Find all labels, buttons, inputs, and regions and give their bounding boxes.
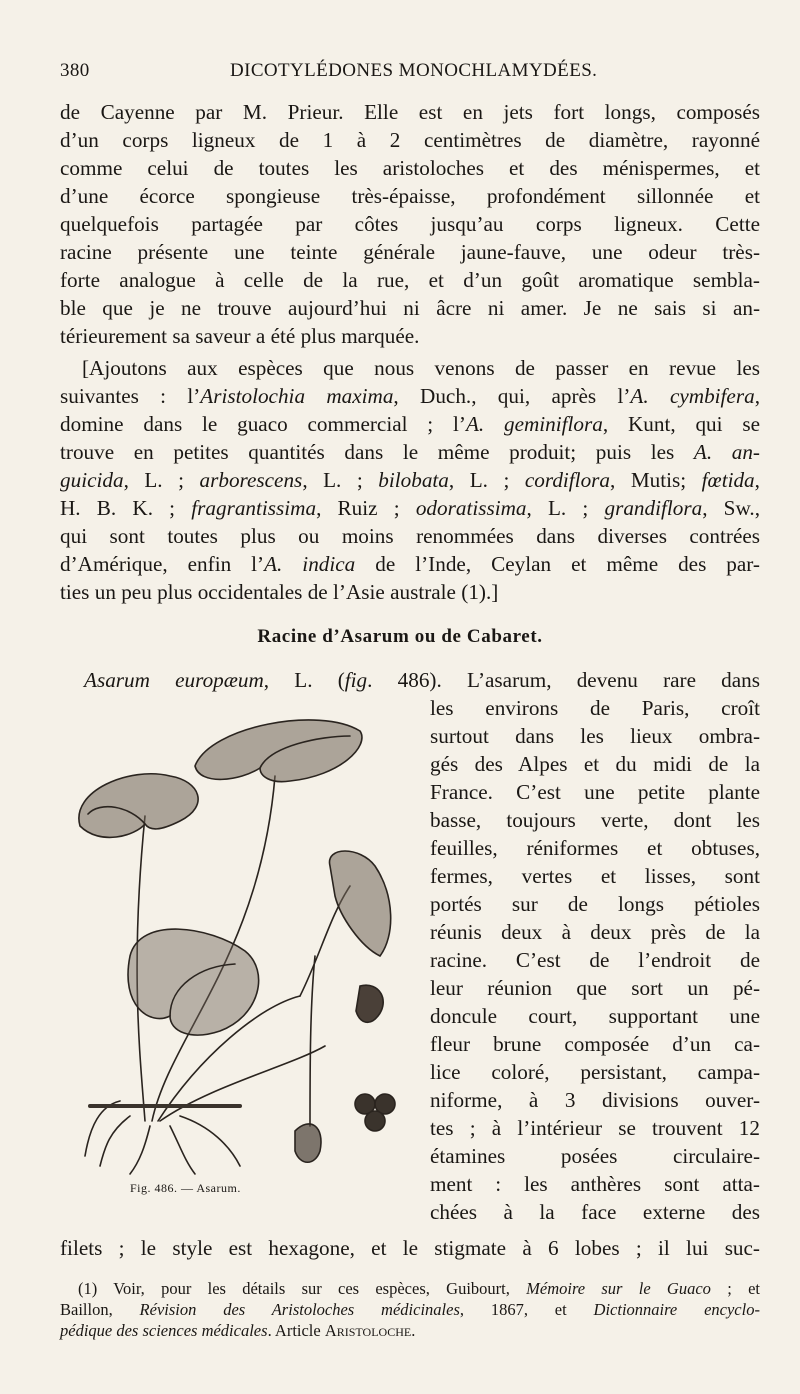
text-line: France. C’est une petite plante bbox=[430, 780, 760, 804]
running-header bbox=[60, 60, 760, 90]
text-line: d’Amérique, enfin l’A. indica de l’Inde, Ceylan et même des par- bbox=[60, 552, 760, 576]
figure-caption: Fig. 486. — Asarum. bbox=[130, 1181, 241, 1195]
text-line: Asarum europæum, L. (fig. 486). L’asarum, devenu rare dans bbox=[84, 668, 761, 692]
text-line: filets ; le style est hexagone, et le stigmate à 6 lobes ; il lui suc- bbox=[60, 1236, 760, 1260]
footnote-line: (1) Voir, pour les détails sur ces espèces, Guibourt, Mémoire sur le Guaco ; et bbox=[78, 1279, 760, 1298]
text-line: niforme, à 3 divisions ouver- bbox=[430, 1088, 760, 1112]
text-line: d’une écorce spongieuse très-épaisse, profondément sillonnée et bbox=[60, 184, 760, 208]
text-line: réunis deux à deux près de la bbox=[430, 920, 760, 944]
text-line: trouve en petites quantités dans le même produit; puis les A. an- bbox=[60, 440, 760, 464]
text-line: les environs de Paris, croît bbox=[430, 696, 760, 720]
text-line: [Ajoutons aux espèces que nous venons de passer en revue les bbox=[82, 356, 760, 380]
text-line: étamines posées circulaire- bbox=[430, 1144, 760, 1168]
text-line: H. B. K. ; fragrantissima, Ruiz ; odoratissima, L. ; grandiflora, Sw., bbox=[60, 496, 760, 520]
text-line: guicida, L. ; arborescens, L. ; bilobata, L. ; cordiflora, Mutis; fœtida, bbox=[60, 468, 760, 492]
text-line: qui sont toutes plus ou moins renommées dans diverses contrées bbox=[60, 524, 760, 548]
text-line: leur réunion que sort un pé- bbox=[430, 976, 760, 1000]
footnote-line: Baillon, Révision des Aristoloches médicinales, 1867, et Dictionnaire encyclo- bbox=[60, 1300, 760, 1319]
running-title: DICOTYLÉDONES MONOCHLAMYDÉES. bbox=[230, 60, 598, 81]
text-line: ties un peu plus occidentales de l’Asie australe (1).] bbox=[60, 580, 499, 604]
text-line: suivantes : l’Aristolochia maxima, Duch., qui, après l’A. cymbifera, bbox=[60, 384, 760, 408]
text-line: fleur brune composée d’un ca- bbox=[430, 1032, 760, 1056]
text-line: portés sur de longs pétioles bbox=[430, 892, 760, 916]
footnote bbox=[60, 1278, 760, 1341]
text-line: ment : les anthères sont atta- bbox=[430, 1172, 760, 1196]
text-line: basse, toujours verte, dont les bbox=[430, 808, 760, 832]
text-line: surtout dans les lieux ombra- bbox=[430, 724, 760, 748]
text-line: forte analogue à celle de la rue, et d’un goût aromatique sembla- bbox=[60, 268, 760, 292]
text-line: domine dans le guaco commercial ; l’A. geminiflora, Kunt, qui se bbox=[60, 412, 760, 436]
text-line: térieurement sa saveur a été plus marquée. bbox=[60, 324, 420, 348]
text-line: chées à la face externe des bbox=[430, 1200, 760, 1224]
text-line: d’un corps ligneux de 1 à 2 centimètres de diamètre, rayonné bbox=[60, 128, 760, 152]
asarum-last-line bbox=[60, 1234, 760, 1262]
text-line: doncule court, supportant une bbox=[430, 1004, 760, 1028]
text-line: feuilles, réniformes et obtuses, bbox=[430, 836, 760, 860]
text-line: ble que je ne trouve aujourd’hui ni âcre ni amer. Je ne sais si an- bbox=[60, 296, 760, 320]
page-number: 380 bbox=[60, 60, 90, 81]
text-line: racine présente une teinte générale jaune-fauve, une odeur très- bbox=[60, 240, 760, 264]
asarum-illustration bbox=[60, 706, 420, 1176]
text-line: tes ; à l’intérieur se trouvent 12 bbox=[430, 1116, 760, 1140]
asarum-description-column bbox=[430, 694, 760, 1226]
asarum-first-line bbox=[60, 666, 760, 694]
section-heading: Racine d’Asarum ou de Cabaret. bbox=[257, 626, 543, 647]
paragraph-guaco-root bbox=[60, 98, 760, 350]
text-line: quelquefois partagée par côtes jusqu’au corps ligneux. Cette bbox=[60, 212, 760, 236]
text-line: fermes, vertes et lisses, sont bbox=[430, 864, 760, 888]
text-line: de Cayenne par M. Prieur. Elle est en jets fort longs, composés bbox=[60, 100, 760, 124]
text-line: lice coloré, persistant, campa- bbox=[430, 1060, 760, 1084]
text-line: racine. C’est de l’endroit de bbox=[430, 948, 760, 972]
text-line: comme celui de toutes les aristoloches et des ménispermes, et bbox=[60, 156, 760, 180]
footnote-line: pédique des sciences médicales. Article Aristoloche. bbox=[60, 1321, 416, 1340]
paragraph-other-species bbox=[60, 354, 760, 606]
text-line: gés des Alpes et du midi de la bbox=[430, 752, 760, 776]
